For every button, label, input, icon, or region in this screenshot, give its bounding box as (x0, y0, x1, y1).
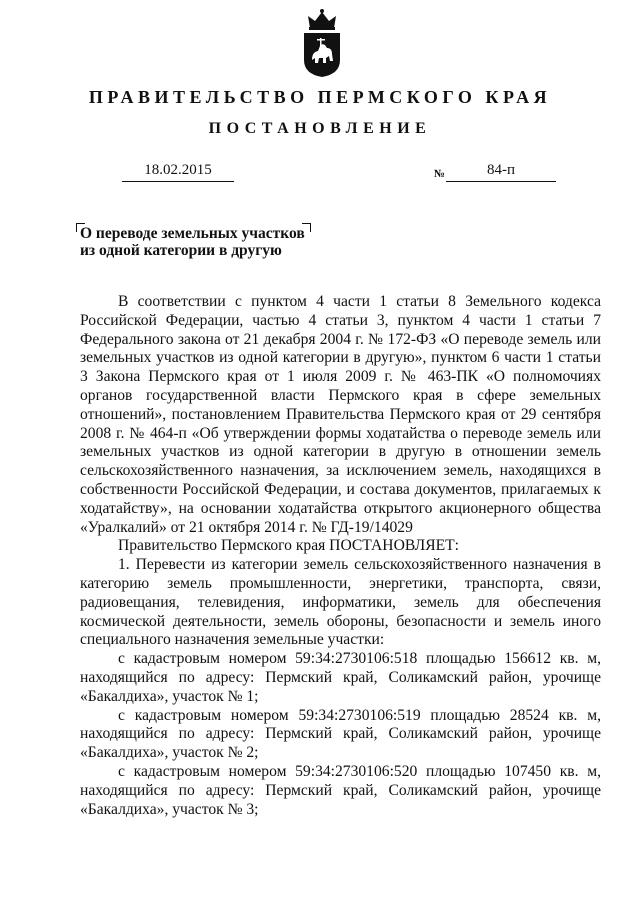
document-subject (80, 225, 305, 259)
number-sign: № (434, 168, 446, 180)
body-paragraph: с кадастровым номером 59:34:2730106:520 площадью 107450 кв. м, находящийся по адресу: Пермский край, Соликамский район, урочище «Бакалдиха», участок № 3; (80, 762, 601, 818)
subject-line: О переводе земельных участков (80, 225, 305, 242)
body-paragraph: с кадастровым номером 59:34:2730106:518 площадью 156612 кв. м, находящийся по адресу: Пермский край, Соликамский район, урочище «Бакалдиха», участок № 1; (80, 650, 601, 705)
document-type: ПОСТАНОВЛЕНИЕ (208, 120, 432, 137)
body-paragraph: с кадастровым номером 59:34:2730106:519 площадью 28524 кв. м, находящийся по адресу: Пермский край, Соликамский район, урочище «Бакалдиха», участок № 2; (80, 706, 601, 762)
document-number: 84-п (446, 162, 556, 182)
body-paragraph: В соответствии с пунктом 4 части 1 статьи 8 Земельного кодекса Российской Федерации, частью 4 статьи 3, пунктом 4 части 1 статьи 7 Федерального закона от 21 декабря 2004 г. № 172-ФЗ «О переводе земель или земельных участков из одной категории в другую», пунктом 6 части 1 статьи 3 Закона Пермского края от 1 июля 2009 г. № 463-ПК «О полномочиях органов государственной власти Пермского края в сфере земельных отношений», постановлением Правительства Пермского края от 29 сентября 2008 г. № 464-п «Об утверждении формы ходатайства о переводе земель или земельных участков из одной категории в другую в отношении земель сельскохозяйственного назначения, за исключением земель, находящихся в собственности Российской Федерации, и состава документов, прилагаемых к ходатайству», на основании ходатайства открытого акционерного общества «Уралкалий» от 21 октября 2014 г. № ГД-19/14029 (80, 293, 601, 536)
body-paragraph: 1. Перевести из категории земель сельскохозяйственного назначения в категорию земель промышленности, энергетики, транспорта, связи, радиовещания, телевидения, информатики, земель для обеспечения космической деятельности, земель обороны, безопасности и земель иного специального назначения земельные участки: (80, 556, 601, 649)
coat-of-arms-icon (300, 8, 344, 78)
subject-line: из одной категории в другую (80, 242, 282, 259)
document-body (80, 293, 601, 819)
organization-title: ПРАВИТЕЛЬСТВО ПЕРМСКОГО КРАЯ (88, 87, 552, 107)
document-date: 18.02.2015 (122, 162, 234, 182)
body-paragraph: Правительство Пермского края ПОСТАНОВЛЯЕТ: (118, 537, 459, 555)
